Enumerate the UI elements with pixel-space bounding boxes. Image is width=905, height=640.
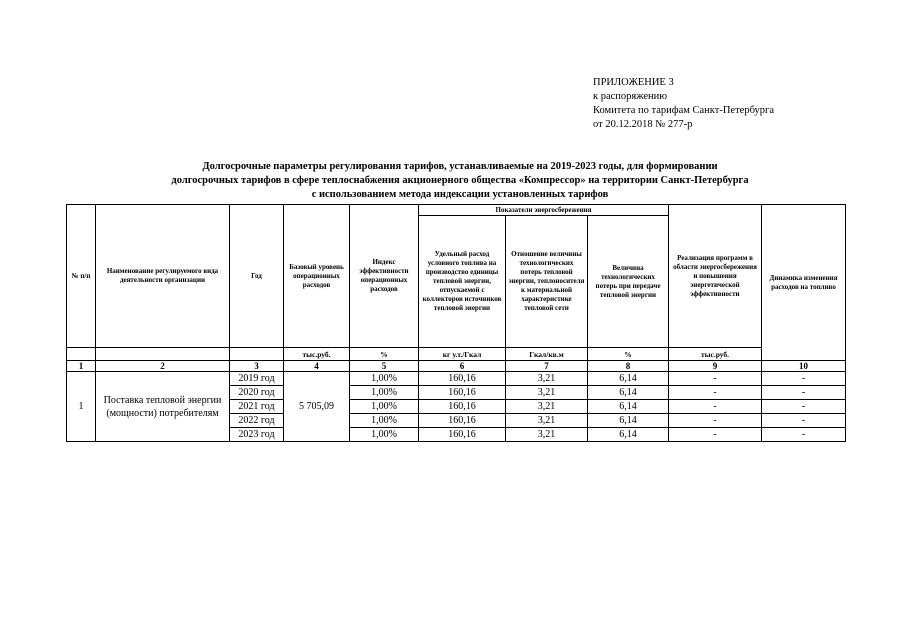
col-number: 10 xyxy=(762,361,846,372)
header-year: Год xyxy=(230,205,284,348)
year-cell: 2022 год xyxy=(230,414,284,428)
unit-losses: % xyxy=(588,348,669,361)
index-cell: 1,00% xyxy=(350,372,419,386)
col-number: 9 xyxy=(669,361,762,372)
document-title xyxy=(60,160,860,202)
activity-name: Поставка тепловой энергии (мощности) потребителям xyxy=(96,372,230,442)
losses-cell: 6,14 xyxy=(588,428,669,442)
dynamics-cell: - xyxy=(762,428,846,442)
table-row xyxy=(67,372,846,386)
title-line-3: с использованием метода индексации установленных тарифов xyxy=(311,189,609,200)
row-number: 1 xyxy=(67,372,96,442)
header-base-opex: Базовый уровень операционных расходов xyxy=(284,205,350,348)
header-loss-ratio: Отношение величины технологических потерь тепловой энергии, теплоносителя к материальной характеристике тепловой сети xyxy=(506,216,588,348)
year-cell: 2021 год xyxy=(230,400,284,414)
unit-ratio: Гкал/кв.м xyxy=(506,348,588,361)
losses-cell: 6,14 xyxy=(588,372,669,386)
fuel-cell: 160,16 xyxy=(419,428,506,442)
year-cell: 2020 год xyxy=(230,386,284,400)
annex-title: ПРИЛОЖЕНИЕ 3 xyxy=(593,77,674,88)
header-transmission-losses: Величина технологических потерь при передаче тепловой энергии xyxy=(588,216,669,348)
parameters-table xyxy=(66,204,846,442)
header-fuel-consumption: Удельный расход условного топлива на производство единицы тепловой энергии, отпускаемой с коллекторов источников тепловой энергии xyxy=(419,216,506,348)
col-number: 8 xyxy=(588,361,669,372)
program-cell: - xyxy=(669,414,762,428)
header-activity: Наименование регулируемого вида деятельности организации xyxy=(96,205,230,348)
annex-date: от 20.12.2018 № 277-р xyxy=(593,119,693,130)
index-cell: 1,00% xyxy=(350,400,419,414)
col-number: 5 xyxy=(350,361,419,372)
unit-fuel: кг у.т./Гкал xyxy=(419,348,506,361)
annex-committee: Комитета по тарифам Санкт-Петербурга xyxy=(593,105,775,116)
col-number: 7 xyxy=(506,361,588,372)
program-cell: - xyxy=(669,400,762,414)
header-program: Реализация программ в области энергосбережения и повышения энергетической эффективности xyxy=(669,205,762,348)
index-cell: 1,00% xyxy=(350,414,419,428)
year-cell: 2023 год xyxy=(230,428,284,442)
year-cell: 2019 год xyxy=(230,372,284,386)
ratio-cell: 3,21 xyxy=(506,400,588,414)
losses-cell: 6,14 xyxy=(588,386,669,400)
annex-block xyxy=(593,76,774,132)
index-cell: 1,00% xyxy=(350,428,419,442)
program-cell: - xyxy=(669,386,762,400)
fuel-cell: 160,16 xyxy=(419,386,506,400)
ratio-cell: 3,21 xyxy=(506,414,588,428)
unit-program: тыс.руб. xyxy=(669,348,762,361)
title-line-2: долгосрочных тарифов в сфере теплоснабжения акционерного общества «Компрессор» на территории Санкт-Петербурга xyxy=(171,175,749,186)
annex-ref: к распоряжению xyxy=(593,91,668,102)
base-opex-value: 5 705,09 xyxy=(284,372,350,442)
unit-base-opex: тыс.руб. xyxy=(284,348,350,361)
title-line-1: Долгосрочные параметры регулирования тарифов, устанавливаемые на 2019-2023 годы, для формировании xyxy=(202,161,718,172)
unit-index: % xyxy=(350,348,419,361)
ratio-cell: 3,21 xyxy=(506,386,588,400)
col-number: 2 xyxy=(96,361,230,372)
fuel-cell: 160,16 xyxy=(419,372,506,386)
losses-cell: 6,14 xyxy=(588,400,669,414)
program-cell: - xyxy=(669,372,762,386)
index-cell: 1,00% xyxy=(350,386,419,400)
header-energy-saving-group: Показатели энергосбережения xyxy=(419,205,669,216)
header-number: № п/п xyxy=(67,205,96,348)
header-fuel-dynamics: Динамика изменения расходов на топливо xyxy=(762,205,846,361)
col-number: 6 xyxy=(419,361,506,372)
ratio-cell: 3,21 xyxy=(506,428,588,442)
dynamics-cell: - xyxy=(762,400,846,414)
dynamics-cell: - xyxy=(762,386,846,400)
col-number: 1 xyxy=(67,361,96,372)
fuel-cell: 160,16 xyxy=(419,400,506,414)
col-number: 4 xyxy=(284,361,350,372)
program-cell: - xyxy=(669,428,762,442)
header-efficiency-index: Индекс эффективности операционных расходов xyxy=(350,205,419,348)
ratio-cell: 3,21 xyxy=(506,372,588,386)
losses-cell: 6,14 xyxy=(588,414,669,428)
fuel-cell: 160,16 xyxy=(419,414,506,428)
dynamics-cell: - xyxy=(762,372,846,386)
col-number: 3 xyxy=(230,361,284,372)
dynamics-cell: - xyxy=(762,414,846,428)
